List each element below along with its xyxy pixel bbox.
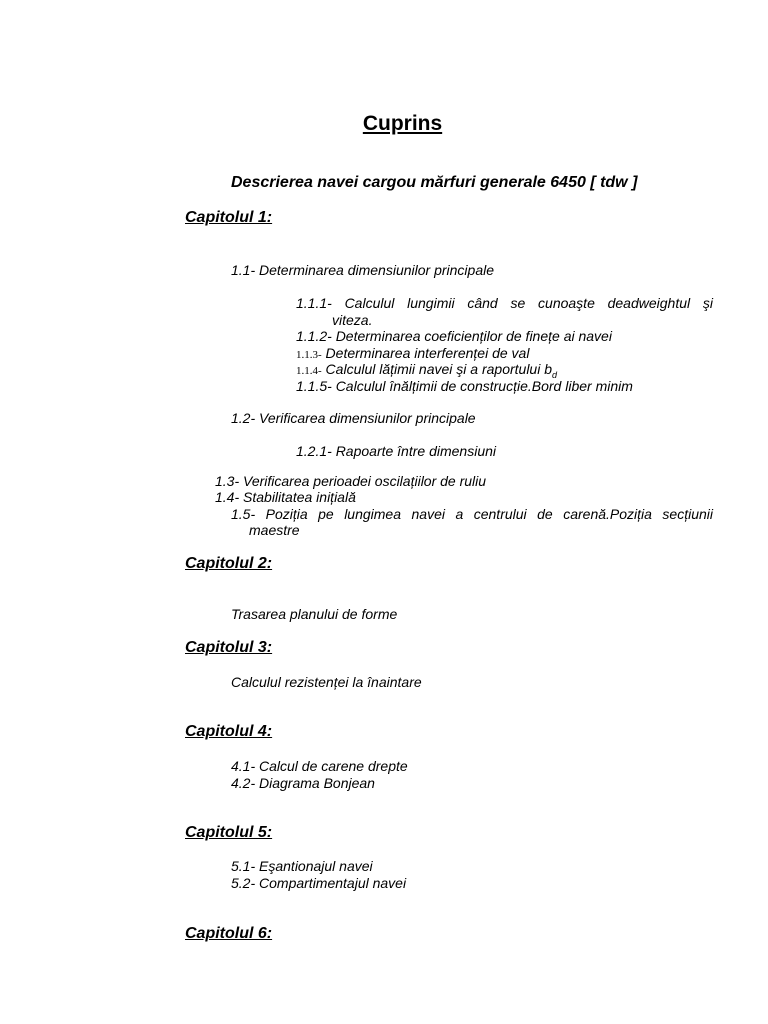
toc-entry-1-5: 1.5- Poziția pe lungimea navei a centrului de carenă.Poziția secțiunii <box>231 506 713 522</box>
toc-entry-1-1-3-number: 1.1.3- <box>296 349 322 361</box>
toc-entry-1-1-3 <box>296 345 529 361</box>
toc-entry-4-2: 4.2- Diagrama Bonjean <box>231 775 375 791</box>
chapter-5-heading: Capitolul 5: <box>185 824 273 841</box>
toc-entry-1-1-4 <box>296 361 557 380</box>
chapter-2-heading: Capitolul 2: <box>185 555 273 572</box>
toc-entry-1-1-4-text: Calculul lățimii navei şi a raportului b <box>321 361 552 377</box>
toc-entry-1-1-5: 1.1.5- Calculul înălțimii de construcție.Bord liber minim <box>296 378 633 394</box>
toc-entry-1-2-1: 1.2.1- Rapoarte între dimensiuni <box>296 443 496 459</box>
toc-entry-1-1-4-subscript: d <box>552 369 558 380</box>
document-subtitle: Descrierea navei cargou mărfuri generale 6450 [ tdw ] <box>231 174 638 191</box>
toc-entry-1-3: 1.3- Verificarea perioadei oscilațiilor de ruliu <box>215 473 487 489</box>
toc-entry-1-4: 1.4- Stabilitatea inițială <box>215 489 356 505</box>
chapter-3-heading: Capitolul 3: <box>185 639 273 656</box>
chapter-4-heading: Capitolul 4: <box>185 723 273 740</box>
toc-entry-4-1: 4.1- Calcul de carene drepte <box>231 758 408 774</box>
toc-entry-3: Calculul rezistenței la înaintare <box>231 674 422 690</box>
chapter-6-heading: Capitolul 6: <box>185 925 273 942</box>
toc-entry-1-2: 1.2- Verificarea dimensiunilor principale <box>231 410 476 426</box>
toc-entry-5-1: 5.1- Eşantionajul navei <box>231 858 373 874</box>
toc-entry-1-1: 1.1- Determinarea dimensiunilor principale <box>231 262 495 278</box>
page-title: Cuprins <box>362 112 443 135</box>
toc-entry-1-1-3-text: Determinarea interferenței de val <box>321 345 530 361</box>
chapter-1-heading: Capitolul 1: <box>185 209 273 226</box>
toc-entry-1-1-2: 1.1.2- Determinarea coeficienților de finețe ai navei <box>296 328 612 344</box>
toc-entry-5-2: 5.2- Compartimentajul navei <box>231 875 407 891</box>
toc-entry-1-1-1-cont: viteza. <box>332 312 373 328</box>
toc-entry-1-5-cont: maestre <box>249 522 300 538</box>
toc-entry-1-1-1: 1.1.1- Calculul lungimii când se cunoaşte deadweightul şi <box>296 295 713 311</box>
toc-entry-2: Trasarea planului de forme <box>231 606 398 622</box>
toc-entry-1-1-4-number: 1.1.4- <box>296 365 322 377</box>
